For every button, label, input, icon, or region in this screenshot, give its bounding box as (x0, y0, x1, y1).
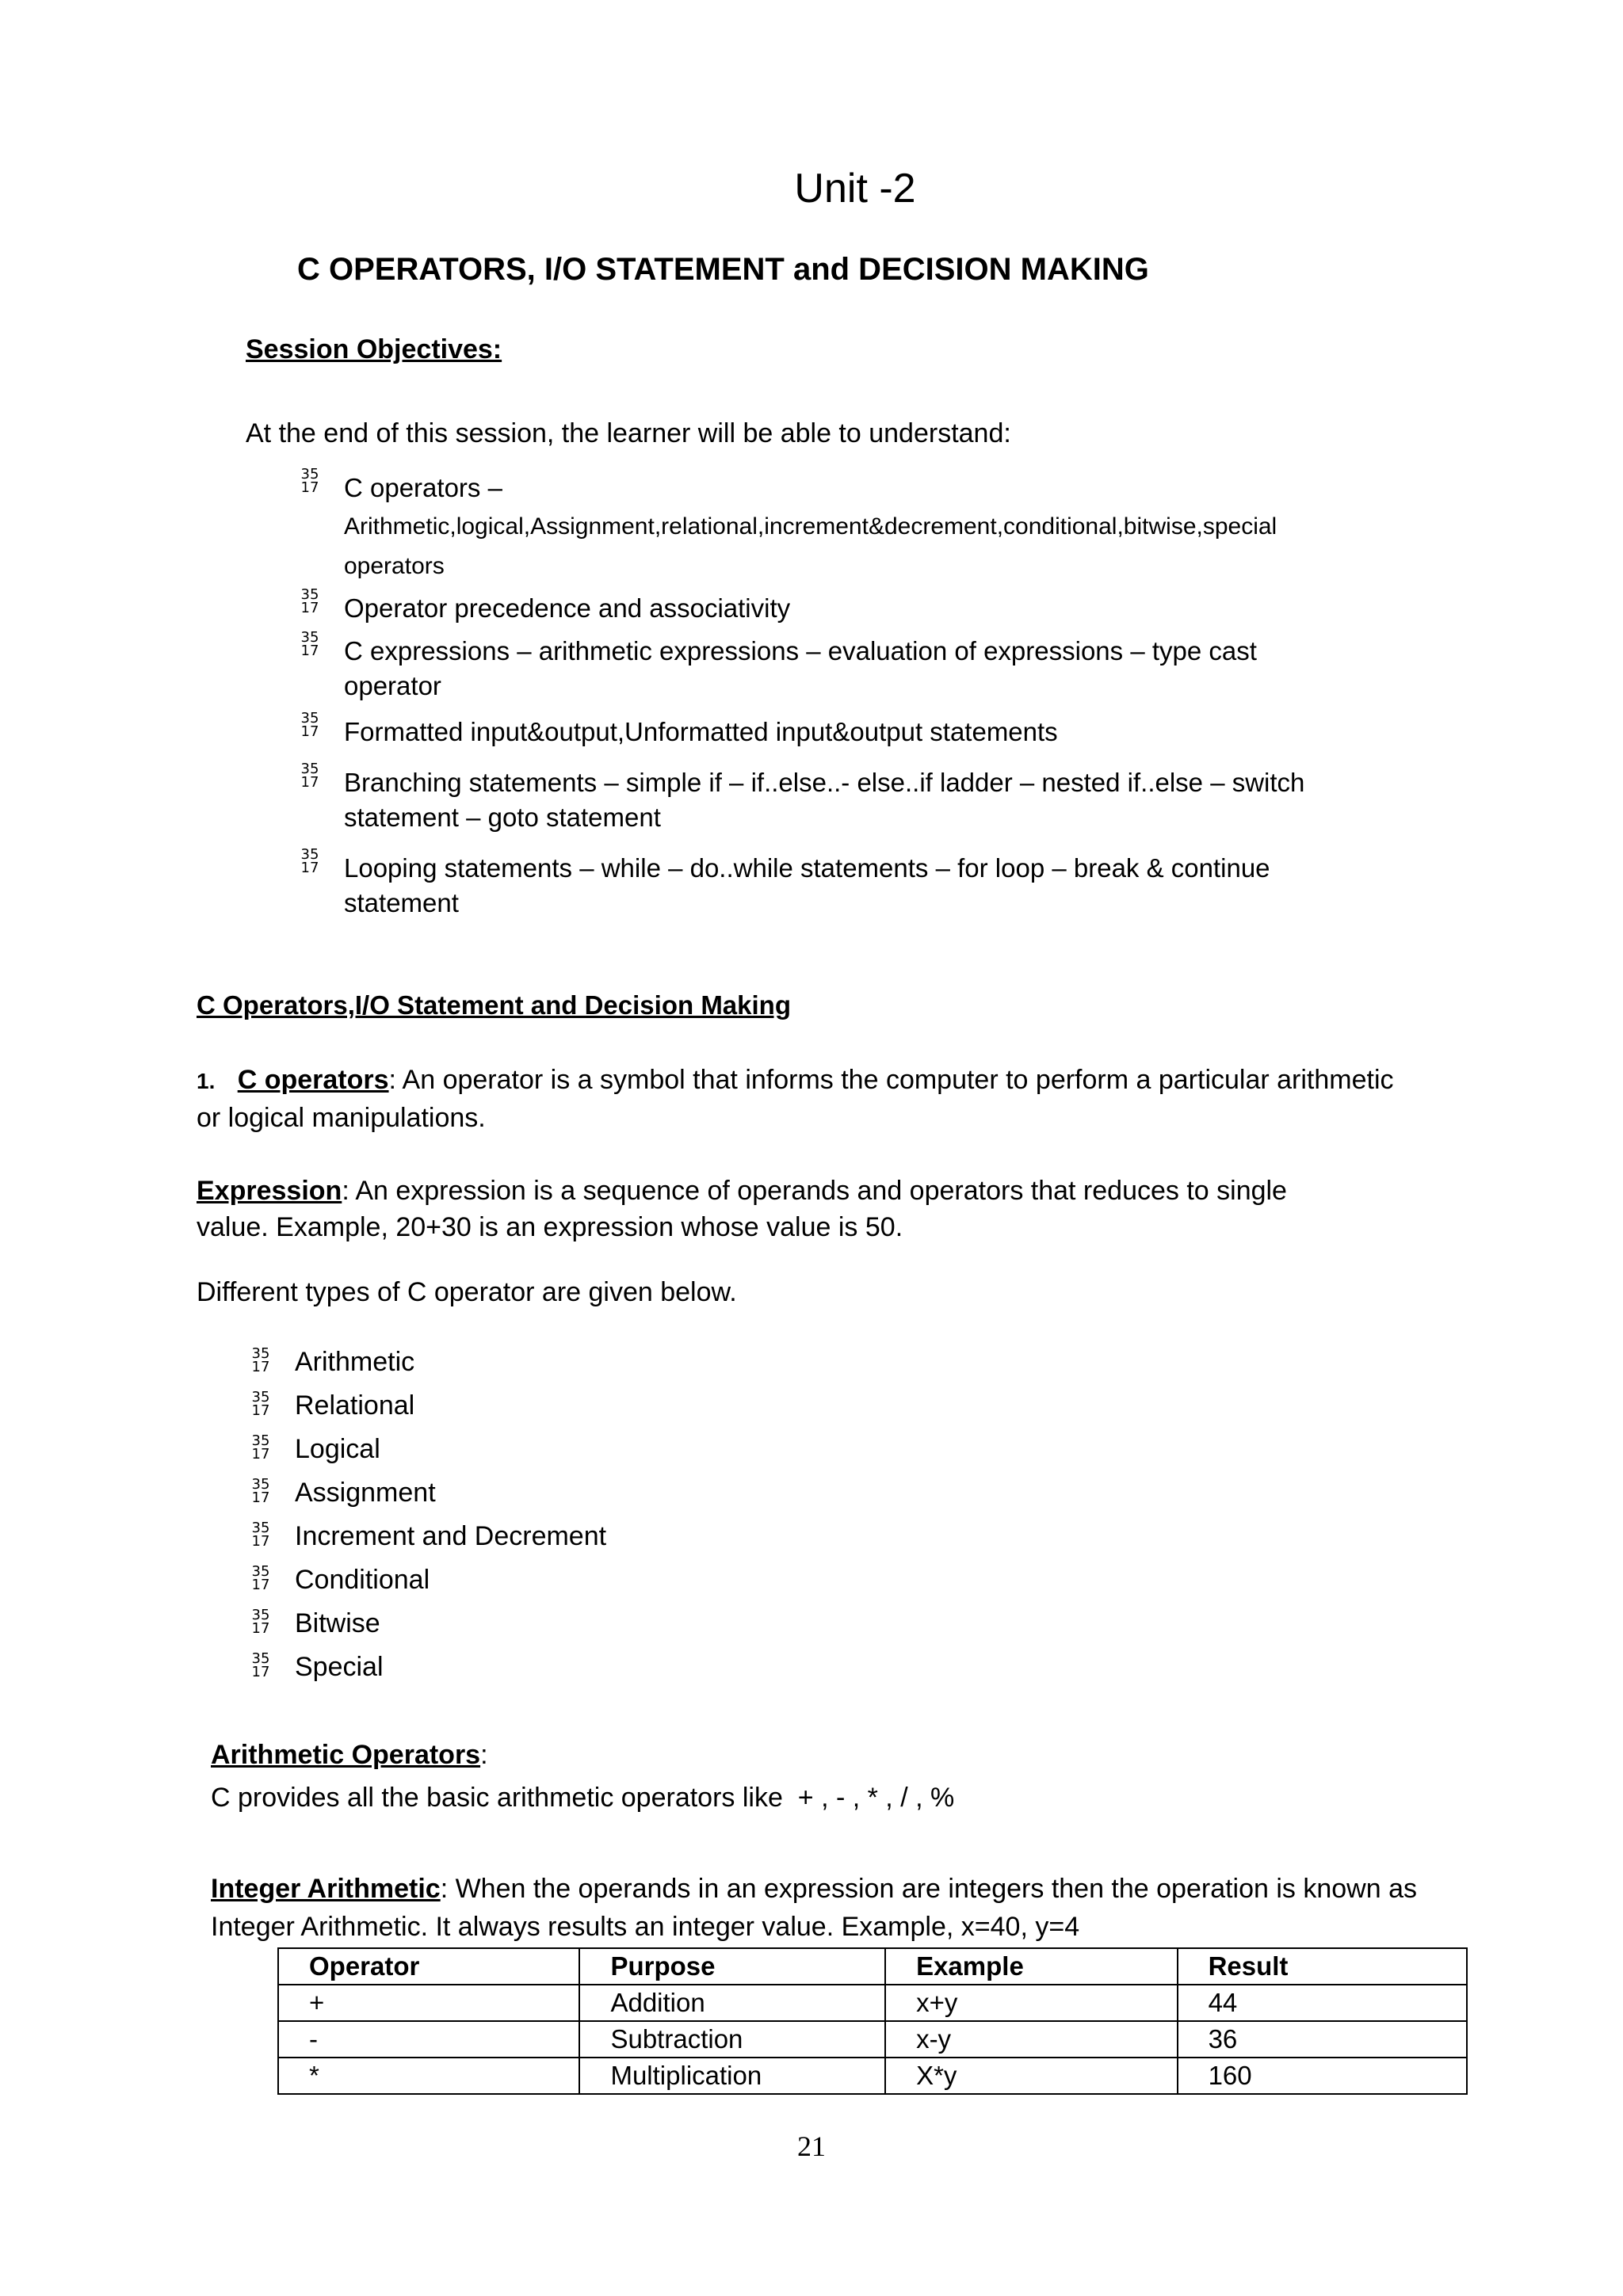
table-cell: + (278, 1985, 579, 2021)
operator-type-item: Assignment (295, 1478, 436, 1508)
operator-type-item: Relational (295, 1390, 415, 1421)
arithmetic-heading-colon: : (480, 1740, 488, 1770)
c-operators-def: : An operator is a symbol that informs the computer to perform a particular arithmetic (388, 1065, 1394, 1095)
bullet-icon: 35 17 (251, 1607, 270, 1637)
chapter-title: C OPERATORS, I/O STATEMENT and DECISION MAKING (297, 252, 1149, 287)
objective-item: Formatted input&output,Unformatted input&output statements (344, 717, 1058, 746)
types-intro: Different types of C operator are given below. (197, 1277, 737, 1307)
objective-item: Operator precedence and associativity (344, 593, 791, 623)
bullet-icon: 35 17 (300, 466, 319, 496)
table-cell: Addition (579, 1985, 885, 2021)
integer-arithmetic-def-cont: Integer Arithmetic. It always results an integer value. Example, x=40, y=4 (211, 1912, 1080, 1942)
table-row (278, 2058, 1467, 2094)
table-cell: 36 (1178, 2021, 1467, 2058)
table-cell: * (278, 2058, 579, 2094)
c-operators-def-cont: or logical manipulations. (197, 1103, 486, 1133)
table-header-cell: Purpose (579, 1948, 885, 1985)
bullet-icon: 35 17 (251, 1650, 270, 1680)
objective-item: C operators – (344, 473, 502, 502)
operator-type-item: Arithmetic (295, 1347, 415, 1377)
section-number: 1. (197, 1069, 216, 1093)
operator-type-item: Special (295, 1652, 384, 1682)
table-cell: X*y (885, 2058, 1178, 2094)
table-cell: Multiplication (579, 2058, 885, 2094)
table-header-row (278, 1948, 1467, 1985)
bullet-icon: 35 17 (251, 1432, 270, 1463)
table-header-cell: Operator (278, 1948, 579, 1985)
objective-item: statement – goto statement (344, 803, 661, 832)
objective-item: Arithmetic,logical,Assignment,relational,increment&decrement,conditional,bitwise,special (344, 513, 1277, 540)
table-row (278, 2021, 1467, 2058)
page-number: 21 (797, 2130, 826, 2162)
table-cell: x+y (885, 1985, 1178, 2021)
table-cell: - (278, 2021, 579, 2058)
bullet-icon: 35 17 (251, 1520, 270, 1550)
bullet-icon: 35 17 (251, 1389, 270, 1419)
operator-type-item: Bitwise (295, 1608, 380, 1638)
expression-paragraph (197, 1173, 1465, 1245)
objectives-intro: At the end of this session, the learner will be able to understand: (246, 418, 1011, 448)
bullet-icon: 35 17 (251, 1476, 270, 1506)
integer-arithmetic-def: : When the operands in an expression are integers then the operation is known as (440, 1874, 1418, 1904)
arithmetic-operators-table (277, 1947, 1468, 2095)
operator-type-item: Logical (295, 1434, 380, 1464)
objective-item: Branching statements – simple if – if..else..- else..if ladder – nested if..else – switch (344, 768, 1305, 797)
table-cell: 160 (1178, 2058, 1467, 2094)
c-operators-term: C operators (237, 1065, 389, 1095)
bullet-icon: 35 17 (300, 710, 319, 740)
session-objectives-heading: Session Objectives: (246, 334, 502, 364)
arithmetic-heading-term: Arithmetic Operators (211, 1740, 481, 1770)
objective-item: operators (344, 553, 445, 579)
bullet-icon: 35 17 (300, 629, 319, 659)
objective-item: C expressions – arithmetic expressions – evaluation of expressions – type cast (344, 636, 1257, 666)
objective-item: Looping statements – while – do..while statements – for loop – break & continue (344, 853, 1270, 883)
bullet-icon: 35 17 (300, 846, 319, 876)
bullet-icon: 35 17 (300, 761, 319, 791)
arithmetic-line: C provides all the basic arithmetic operators like + , - , * , / , % (211, 1783, 955, 1813)
expression-def-cont: value. Example, 20+30 is an expression whose value is 50. (197, 1212, 903, 1242)
objective-item: statement (344, 888, 459, 917)
bullet-icon: 35 17 (251, 1563, 270, 1593)
objective-item: operator (344, 671, 441, 700)
section-heading: C Operators,I/O Statement and Decision Making (197, 990, 791, 1020)
integer-arithmetic-paragraph (211, 1870, 1479, 1946)
bullet-icon: 35 17 (251, 1345, 270, 1375)
arithmetic-heading (211, 1740, 488, 1771)
table-cell: x-y (885, 2021, 1178, 2058)
operator-type-item: Increment and Decrement (295, 1521, 607, 1551)
expression-term: Expression (197, 1176, 342, 1206)
expression-def: : An expression is a sequence of operands and operators that reduces to single (342, 1176, 1287, 1206)
table-header-cell: Example (885, 1948, 1178, 1985)
integer-arithmetic-term: Integer Arithmetic (211, 1874, 441, 1904)
c-operators-paragraph (197, 1062, 1465, 1136)
table-cell: Subtraction (579, 2021, 885, 2058)
table-cell: 44 (1178, 1985, 1467, 2021)
table-header-cell: Result (1178, 1948, 1467, 1985)
unit-title: Unit -2 (794, 166, 916, 212)
table-row (278, 1985, 1467, 2021)
operator-type-item: Conditional (295, 1565, 430, 1595)
bullet-icon: 35 17 (300, 586, 319, 616)
